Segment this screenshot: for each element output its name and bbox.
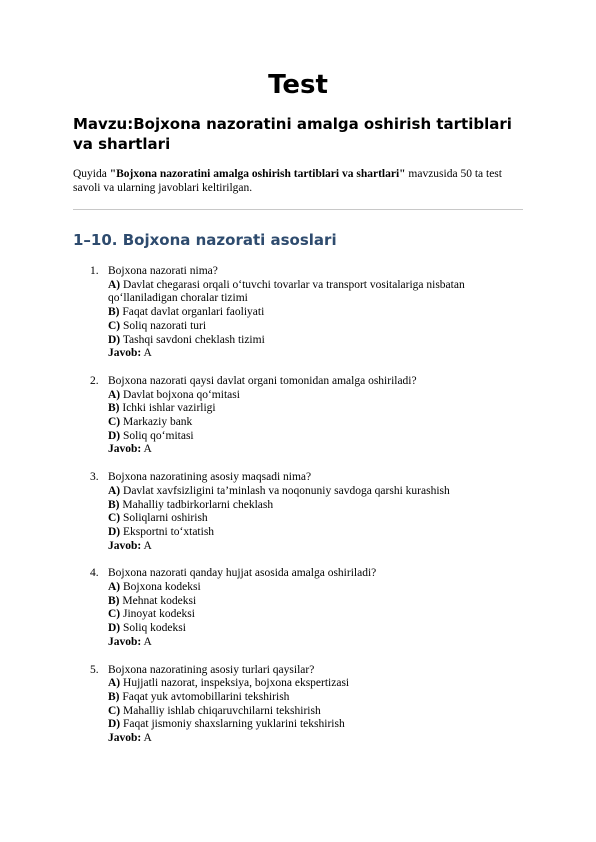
- question-number: 3.: [90, 471, 99, 484]
- answer-line: [108, 540, 530, 554]
- question-text: Bojxona nazorati nima?: [108, 265, 218, 277]
- answer-option: [108, 718, 530, 732]
- option-text: Bojxona kodeksi: [123, 581, 201, 594]
- answer-option: [108, 306, 530, 320]
- answer-option: [108, 430, 530, 444]
- question-item: [90, 664, 530, 746]
- divider: [73, 209, 523, 210]
- option-letter: B): [108, 306, 120, 319]
- option-text: Davlat xavfsizligini ta’minlash va noqonuniy savdoga qarshi kurashish: [123, 484, 450, 497]
- option-text: Ichki ishlar vazirligi: [122, 402, 216, 415]
- question-number: 1.: [90, 265, 99, 277]
- answer-option: [108, 499, 530, 513]
- option-text: Soliq nazorati turi: [123, 319, 207, 332]
- question-item: [90, 265, 530, 361]
- section-heading: 1–10. Bojxona nazorati asoslari: [73, 231, 337, 249]
- answer-value: A: [143, 539, 152, 552]
- answer-option: [108, 595, 530, 609]
- option-letter: C): [108, 704, 121, 717]
- answer-line: [108, 732, 530, 746]
- question-number: 5.: [90, 663, 99, 676]
- answer-option: [108, 279, 530, 306]
- option-letter: C): [108, 319, 121, 332]
- option-text: Faqat jismoniy shaxslarning yuklarini tekshirish: [123, 718, 345, 731]
- option-letter: D): [108, 622, 121, 635]
- option-letter: C): [108, 416, 121, 429]
- answer-label: Javob:: [108, 635, 142, 648]
- answer-line: [108, 443, 530, 457]
- answer-option: [108, 320, 530, 334]
- answer-option: [108, 389, 530, 403]
- answer-line: [108, 636, 530, 650]
- option-text: Soliq kodeksi: [123, 622, 186, 635]
- answer-label: Javob:: [108, 347, 142, 360]
- answer-option: [108, 608, 530, 622]
- option-text: Faqat yuk avtomobillarini tekshirish: [122, 690, 290, 703]
- answer-label: Javob:: [108, 539, 142, 552]
- answer-option: [108, 581, 530, 595]
- question-text: Bojxona nazoratining asosiy maqsadi nima?: [108, 471, 312, 484]
- option-text: Tashqi savdoni cheklash tizimi: [122, 333, 265, 346]
- option-text: Faqat davlat organlari faoliyati: [122, 306, 265, 319]
- option-letter: B): [108, 594, 120, 607]
- answer-option: [108, 402, 530, 416]
- question-text: Bojxona nazorati qaysi davlat organi tomonidan amalga oshiriladi?: [108, 374, 417, 387]
- option-text: Davlat chegarasi orqali o‘tuvchi tovarlar va transport vositalariga nisbatan qo‘llaniladigan choralar tizimi: [108, 278, 465, 305]
- question-item: [90, 471, 530, 553]
- option-letter: D): [108, 525, 121, 538]
- option-text: Markaziy bank: [123, 416, 193, 429]
- question-number: 4.: [90, 567, 99, 580]
- option-letter: A): [108, 278, 121, 291]
- answer-option: [108, 677, 530, 691]
- option-text: Soliqlarni oshirish: [123, 512, 208, 525]
- answer-option: [108, 334, 530, 348]
- question-text: Bojxona nazorati qanday hujjat asosida amalga oshiriladi?: [108, 567, 377, 580]
- option-text: Jinoyat kodeksi: [123, 608, 195, 621]
- option-letter: A): [108, 484, 121, 497]
- option-letter: B): [108, 690, 120, 703]
- option-text: Davlat bojxona qo‘mitasi: [123, 388, 240, 401]
- intro-prefix: Quyida: [73, 168, 110, 180]
- option-letter: D): [108, 429, 121, 442]
- answer-label: Javob:: [108, 443, 142, 456]
- question-text: Bojxona nazoratining asosiy turlari qaysilar?: [108, 663, 315, 676]
- option-letter: D): [108, 333, 121, 346]
- option-text: Soliq qo‘mitasi: [123, 429, 194, 442]
- answer-value: A: [143, 347, 152, 360]
- answer-option: [108, 691, 530, 705]
- document-title: Test: [268, 70, 328, 100]
- answer-line: [108, 347, 530, 361]
- question-item: [90, 567, 530, 649]
- answer-option: [108, 526, 530, 540]
- option-text: Hujjatli nazorat, inspeksiya, bojxona ekspertizasi: [123, 677, 350, 690]
- answer-option: [108, 705, 530, 719]
- intro-topic: "Bojxona nazoratini amalga oshirish tartiblari va shartlari": [109, 168, 406, 180]
- option-letter: B): [108, 402, 120, 415]
- option-letter: A): [108, 388, 121, 401]
- option-letter: A): [108, 581, 121, 594]
- option-letter: A): [108, 677, 121, 690]
- option-letter: C): [108, 608, 121, 621]
- answer-option: [108, 512, 530, 526]
- option-letter: B): [108, 498, 120, 511]
- option-text: Mehnat kodeksi: [122, 594, 197, 607]
- subject-heading: Mavzu:Bojxona nazoratini amalga oshirish tartiblari va shartlari: [73, 115, 512, 153]
- answer-value: A: [143, 732, 152, 745]
- option-text: Eksportni to‘xtatish: [123, 525, 215, 538]
- option-letter: D): [108, 718, 121, 731]
- answer-option: [108, 485, 530, 499]
- intro-paragraph: [73, 167, 528, 195]
- option-letter: C): [108, 512, 121, 525]
- question-item: [90, 375, 530, 457]
- answer-value: A: [143, 443, 152, 456]
- intro-suffix: mavzusida 50 ta test savoli va ularning javoblari keltirilgan.: [73, 168, 502, 194]
- option-text: Mahalliy tadbirkorlarni cheklash: [122, 498, 274, 511]
- answer-option: [108, 416, 530, 430]
- answer-option: [108, 622, 530, 636]
- answer-value: A: [143, 635, 152, 648]
- answer-label: Javob:: [108, 732, 142, 745]
- question-list: [90, 265, 530, 760]
- option-text: Mahalliy ishlab chiqaruvchilarni tekshirish: [123, 704, 321, 717]
- question-number: 2.: [90, 374, 99, 387]
